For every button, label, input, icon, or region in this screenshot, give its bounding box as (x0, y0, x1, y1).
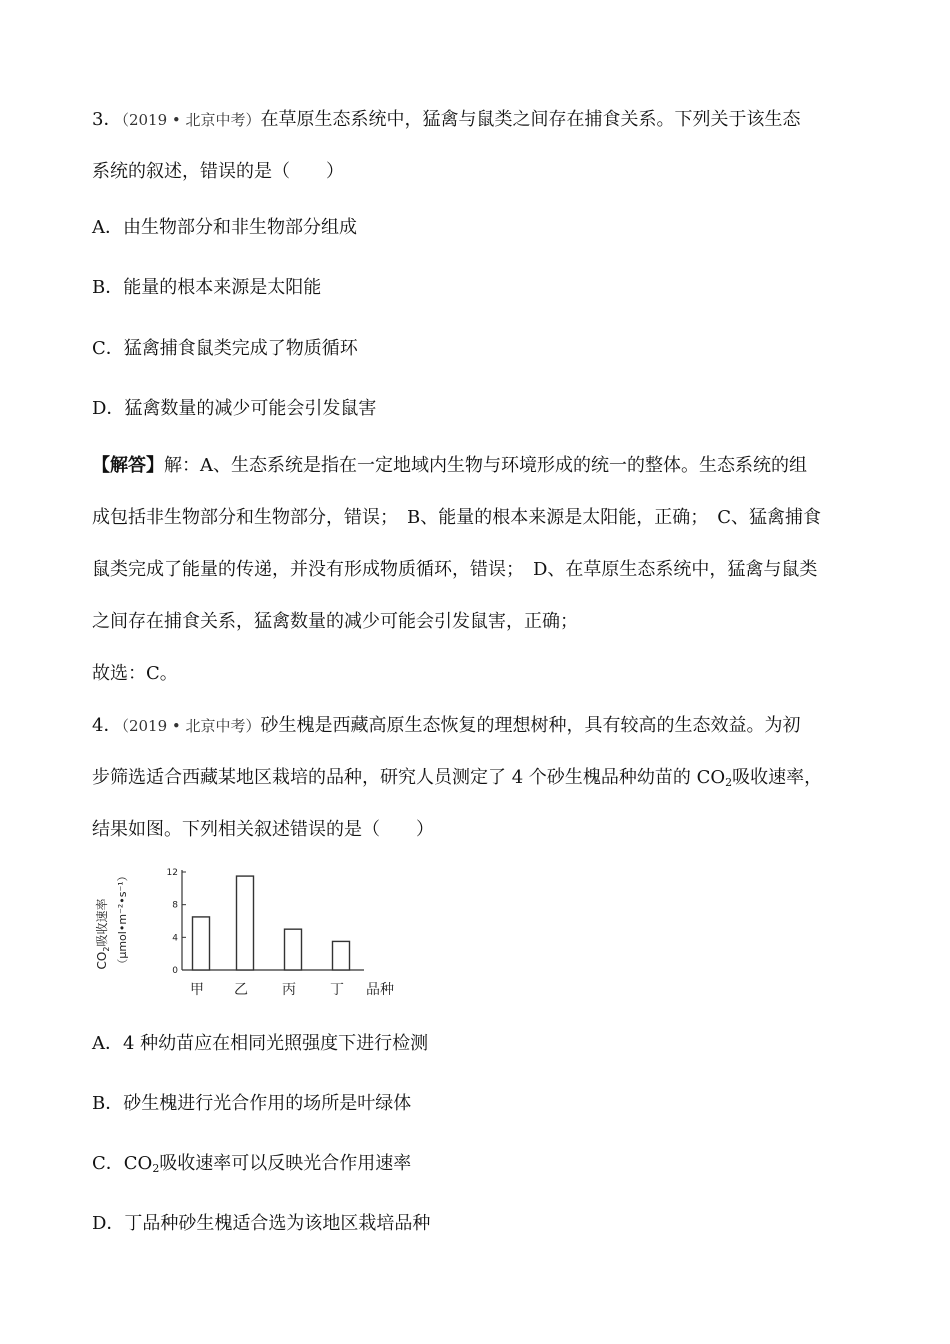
q3-stem-line-1 (92, 108, 801, 132)
x-axis-labels (190, 982, 394, 998)
q3-number: 3． (92, 109, 122, 130)
x-axis-label: 品种 (366, 982, 394, 998)
y-tick-label-2: 8 (172, 900, 178, 911)
x-tick-label-3: 丁 (330, 982, 344, 998)
q4-option-c: C．$CO_2$吸收速率可以反映光合作用速率 (92, 1153, 412, 1175)
bar-0 (193, 917, 210, 970)
chart-bars (193, 876, 350, 970)
bar-2 (285, 929, 302, 970)
answer-tag: 【解答】 (92, 455, 164, 476)
q4-option-a: A．4 种幼苗应在相同光照强度下进行检测 (92, 1033, 429, 1054)
q3-option-a: A．由生物部分和非生物部分组成 (92, 217, 357, 238)
q3-answer-line-2: 成包括非生物部分和生物部分，错误； B、能量的根本来源是太阳能，正确； C、猛禽捕食 (92, 507, 821, 528)
y-axis-label-sub: 2 (102, 946, 111, 952)
y-axis-label-group (94, 870, 129, 969)
q4-stem-line-1 (92, 714, 801, 738)
bar-1 (237, 876, 254, 970)
q4-option-b: B．砂生槐进行光合作用的场所是叶绿体 (92, 1093, 412, 1114)
q4-stem-line-3: 结果如图。下列相关叙述错误的是（ ） (92, 819, 434, 840)
y-axis-unit: （μmol•m⁻²•s⁻¹） (116, 870, 129, 970)
q3-answer-line-4: 之间存在捕食关系，猛禽数量的减少可能会引发鼠害，正确； (92, 611, 578, 632)
q3-stem-1: 在草原生态系统中，猛禽与鼠类之间存在捕食关系。下列关于该生态 (260, 109, 801, 130)
q3-answer-line-1 (92, 454, 807, 478)
q3-answer-1: 解：A、生态系统是指在一定地域内生物与环境形成的统一的整体。生态系统的组 (164, 455, 807, 476)
co2-absorption-bar-chart (92, 862, 412, 1002)
y-axis-label-post: 吸收速率 (95, 898, 109, 947)
q3-source: （2019 • 北京中考） (121, 111, 261, 129)
x-tick-label-1: 乙 (234, 982, 248, 998)
q4-number: 4． (92, 715, 122, 736)
q3-answer-line-3: 鼠类完成了能量的传递，并没有形成物质循环，错误； D、在草原生态系统中，猛禽与鼠类 (92, 559, 818, 580)
q3-stem-line-2: 系统的叙述，错误的是（ ） (92, 161, 344, 182)
q3-option-b: B．能量的根本来源是太阳能 (92, 277, 322, 298)
q4-stem-1: 砂生槐是西藏高原生态恢复的理想树种，具有较高的生态效益。为初 (260, 715, 801, 736)
q3-option-d: D．猛禽数量的减少可能会引发鼠害 (92, 398, 377, 419)
y-tick-label-3: 12 (166, 868, 178, 878)
q4-stem-line-2: 步筛选适合西藏某地区栽培的品种，研究人员测定了 4 个砂生槐品种幼苗的 $CO_2$吸收速率， (92, 767, 823, 789)
y-tick-label-1: 4 (172, 933, 178, 944)
y-axis-label-pre: CO (95, 951, 109, 970)
q4-option-d: D．丁品种砂生槐适合选为该地区栽培品种 (92, 1213, 431, 1234)
x-tick-label-0: 甲 (190, 982, 204, 998)
q3-choose: 故选：C。 (92, 663, 178, 684)
y-axis-ticks (167, 868, 186, 976)
y-tick-label-0: 0 (172, 966, 178, 976)
bar-3 (333, 941, 350, 970)
x-tick-label-2: 丙 (282, 982, 296, 998)
q4-source: （2019 • 北京中考） (121, 717, 261, 735)
y-axis-label (94, 899, 111, 970)
q3-option-c: C．猛禽捕食鼠类完成了物质循环 (92, 338, 358, 359)
